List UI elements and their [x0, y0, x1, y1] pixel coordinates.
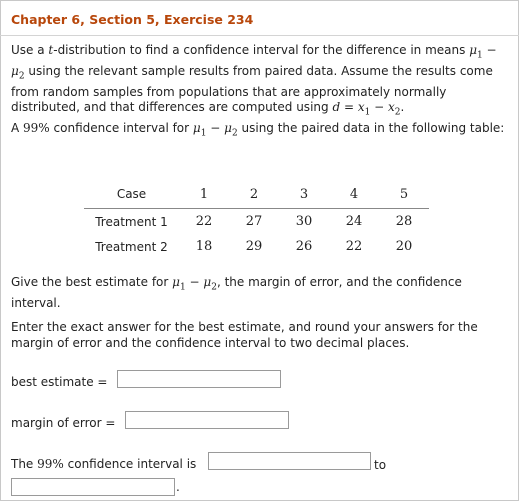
ci-label: The 99% confidence interval is — [11, 457, 197, 471]
table-cell: 18 — [195, 239, 213, 254]
case-number: 4 — [329, 180, 379, 209]
best-estimate-input[interactable] — [117, 370, 281, 388]
case-number: 2 — [229, 180, 279, 209]
margin-of-error-input[interactable] — [125, 411, 289, 429]
instructions-paragraph: Enter the exact answer for the best estimate, and round your answers for the margin of error and the confidence interval to two decimal places. — [11, 320, 478, 350]
ci-lower-input[interactable] — [208, 452, 371, 470]
case-header: Case — [84, 180, 179, 209]
question-paragraph: Give the best estimate for $\mu_1 - \mu_2$, the margin of error, and the confidence interval. — [11, 275, 462, 310]
to-label: to — [374, 458, 387, 472]
table-cell: 26 — [295, 239, 313, 254]
row-label: Treatment 1 — [95, 214, 168, 229]
ci-description: A 99% confidence interval for $\mu_1 - \mu_2$ using the paired data in the following table: — [11, 121, 505, 139]
table-row — [84, 234, 429, 259]
table-header-row — [84, 180, 429, 209]
case-number: 5 — [379, 180, 429, 209]
ci-upper-input[interactable] — [11, 478, 175, 496]
case-number: 3 — [279, 180, 329, 209]
table-cell: 29 — [245, 239, 263, 254]
table-cell: 22 — [345, 239, 363, 254]
table-row — [84, 209, 429, 235]
exercise-title: Chapter 6, Section 5, Exercise 234 — [11, 12, 254, 27]
table-cell: 20 — [395, 239, 413, 254]
table-cell: 28 — [395, 214, 413, 229]
t-symbol: t — [48, 43, 54, 57]
period-mark: . — [176, 480, 180, 494]
intro-paragraph: Use a t-distribution to find a confidence interval for the difference in means $\mu_1 - \mu_2$ using the relevant sample results from paired data. Assume the results come from random samples from populations that are approximately normally distributed, and that differences are computed using $d = x_1 - x_2$. — [11, 43, 497, 118]
table-cell: 30 — [295, 214, 313, 229]
best-estimate-label: best estimate = — [11, 375, 108, 389]
case-number: 1 — [179, 180, 229, 209]
margin-of-error-label: margin of error = — [11, 416, 116, 430]
table-cell: 22 — [195, 214, 213, 229]
title-divider — [0, 35, 519, 36]
table-cell: 27 — [245, 214, 263, 229]
row-label: Treatment 2 — [95, 239, 168, 254]
paired-data-table — [84, 180, 429, 259]
table-cell: 24 — [345, 214, 363, 229]
